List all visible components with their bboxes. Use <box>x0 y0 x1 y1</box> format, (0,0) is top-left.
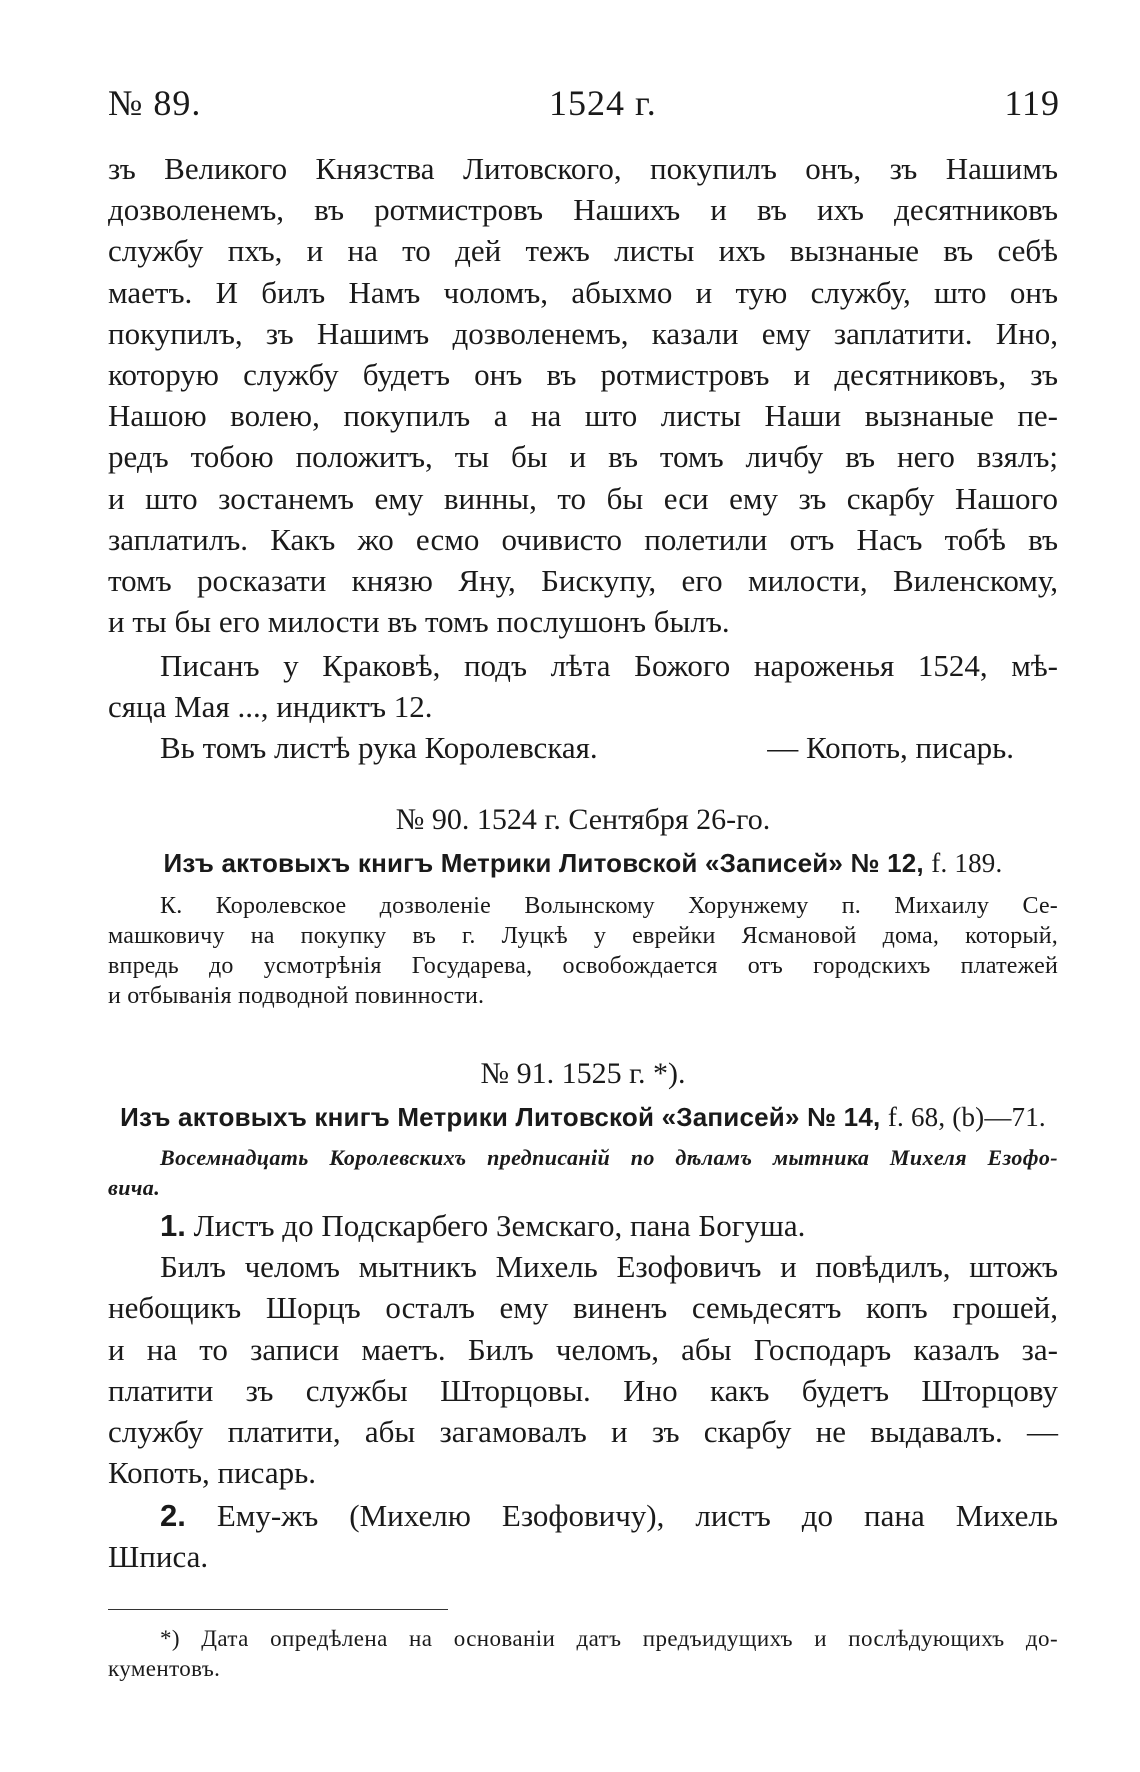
doc91-item2 <box>108 1495 1058 1577</box>
source-reference: Изъ актовыхъ книгъ Метрики Литовской «Записей» № 14, <box>120 1102 881 1132</box>
doc91-source <box>108 1097 1058 1137</box>
doc89-signature <box>108 727 1058 768</box>
text-line: и на то записи маетъ. Билъ челомъ, абы Господаръ казалъ за- <box>108 1331 1058 1367</box>
summary-line: Восемнадцать Королевскихъ предписанiй по дѣламъ мытника Михеля Езофо- <box>160 1145 1058 1170</box>
date-line: сяца Мая ..., индиктъ 12. <box>108 689 433 725</box>
text-line: зъ Великого Князства Литовского, покупилъ онъ, зъ Нашимъ <box>108 151 1058 186</box>
doc90-heading <box>108 800 1058 840</box>
item-number: 2. <box>160 1498 186 1533</box>
signature-note: Вь томъ листѣ рука Королевская. <box>160 730 598 765</box>
doc-number: № 91. 1525 г. *). <box>480 1057 686 1090</box>
text-line: Нашою волею, покупилъ а на што листы Наши вызнаные пе- <box>108 398 1058 434</box>
signature-scribe: — Копоть, писарь. <box>767 730 1014 765</box>
text-line: Шписа. <box>108 1539 209 1575</box>
text-line: Билъ челомъ мытникъ Михель Езофовичъ и повѣдилъ, штожъ <box>160 1249 1058 1285</box>
text-line: службу платити, абы загамовалъ и зъ скарбу не выдавалъ. — <box>108 1414 1058 1450</box>
footnote-line: кументовъ. <box>108 1656 221 1681</box>
text-line: платити зъ службы Шторцовы. Ино какъ будетъ Шторцову <box>108 1372 1058 1408</box>
header-year: 1524 г. <box>548 83 657 123</box>
page-number: 119 <box>1004 83 1060 123</box>
source-folio: f. 189. <box>931 848 1003 878</box>
summary-line: вича. <box>108 1175 161 1200</box>
text-line: Ему-жъ (Михелю Езофовичу), листъ до пана Михель <box>216 1498 1059 1533</box>
text-line: Копоть, писарь. <box>108 1455 316 1491</box>
summary-line: и отбыванiя подводной повинности. <box>108 983 485 1009</box>
summary-line: К. Королевское дозволенiе Волынскому Хорунжему п. Михаилу Се- <box>160 893 1058 919</box>
text-line: покупилъ, зъ Нашимъ дозволенемъ, казали ему заплатити. Ино, <box>108 315 1058 351</box>
text-line: и што зостанемъ ему винны, то бы еси ему зъ скарбу Нашого <box>108 480 1058 516</box>
text-line: томъ росказати князю Яну, Бискупу, его милости, Виленскому, <box>108 563 1058 599</box>
page-header <box>108 82 1060 124</box>
text-line: которую службу будетъ онъ въ ротмистровъ и десятниковъ, зъ <box>108 357 1058 393</box>
item-heading <box>108 1205 1058 1246</box>
doc91-item1 <box>108 1205 1058 1493</box>
doc91-heading <box>108 1054 1058 1094</box>
summary-line: машковичу на покупку въ г. Луцкѣ у еврейки Ясмановой дома, который, <box>108 923 1058 949</box>
doc91-summary <box>108 1143 1058 1203</box>
text-line: редъ тобою положитъ, ты бы и въ томъ личбу въ него взялъ; <box>108 439 1058 475</box>
text-line: маетъ. И билъ Намъ чоломъ, абыхмо и тую службу, што онъ <box>108 274 1058 310</box>
doc89-dated <box>108 645 1058 727</box>
date-line: Писанъ у Краковѣ, подъ лѣта Божого нароженья 1524, мѣ- <box>160 648 1058 683</box>
item-number: 1. <box>160 1208 186 1243</box>
footnote-divider <box>108 1609 448 1610</box>
doc90-summary <box>108 891 1058 1011</box>
text-line: небощикъ Шорцъ осталъ ему виненъ семьдесятъ копъ грошей, <box>108 1290 1058 1326</box>
source-reference: Изъ актовыхъ книгъ Метрики Литовской «Записей» № 12, <box>163 848 924 878</box>
text-line: заплатилъ. Какъ жо есмо очивисто полетили отъ Насъ тобѣ въ <box>108 521 1058 557</box>
text-line: и ты бы его милости въ томъ послушонъ былъ. <box>108 604 730 640</box>
doc90-source <box>108 843 1058 883</box>
footnote-line: *) Дата опредѣлена на основанiи датъ предъидущихъ и послѣдующихъ до- <box>160 1626 1058 1651</box>
doc89-body <box>108 148 1058 642</box>
text-line: дозволенемъ, въ ротмистровъ Нашихъ и въ ихъ десятниковъ <box>108 192 1058 228</box>
text-line: службу пхъ, и на то дей тежъ листы ихъ вызнаные въ себѣ <box>108 233 1058 269</box>
item-heading <box>108 1495 1058 1536</box>
source-folio: f. 68, (b)—71. <box>887 1102 1046 1132</box>
header-doc-number: № 89. <box>108 83 202 123</box>
summary-line: впредь до усмотрѣнiя Государева, освобождается отъ городскихъ платежей <box>108 953 1058 979</box>
doc-number: № 90. 1524 г. Сентября 26-го. <box>395 803 771 836</box>
item-title: Листъ до Подскарбего Земскаго, пана Богуша. <box>193 1208 806 1243</box>
footnote <box>108 1624 1058 1684</box>
